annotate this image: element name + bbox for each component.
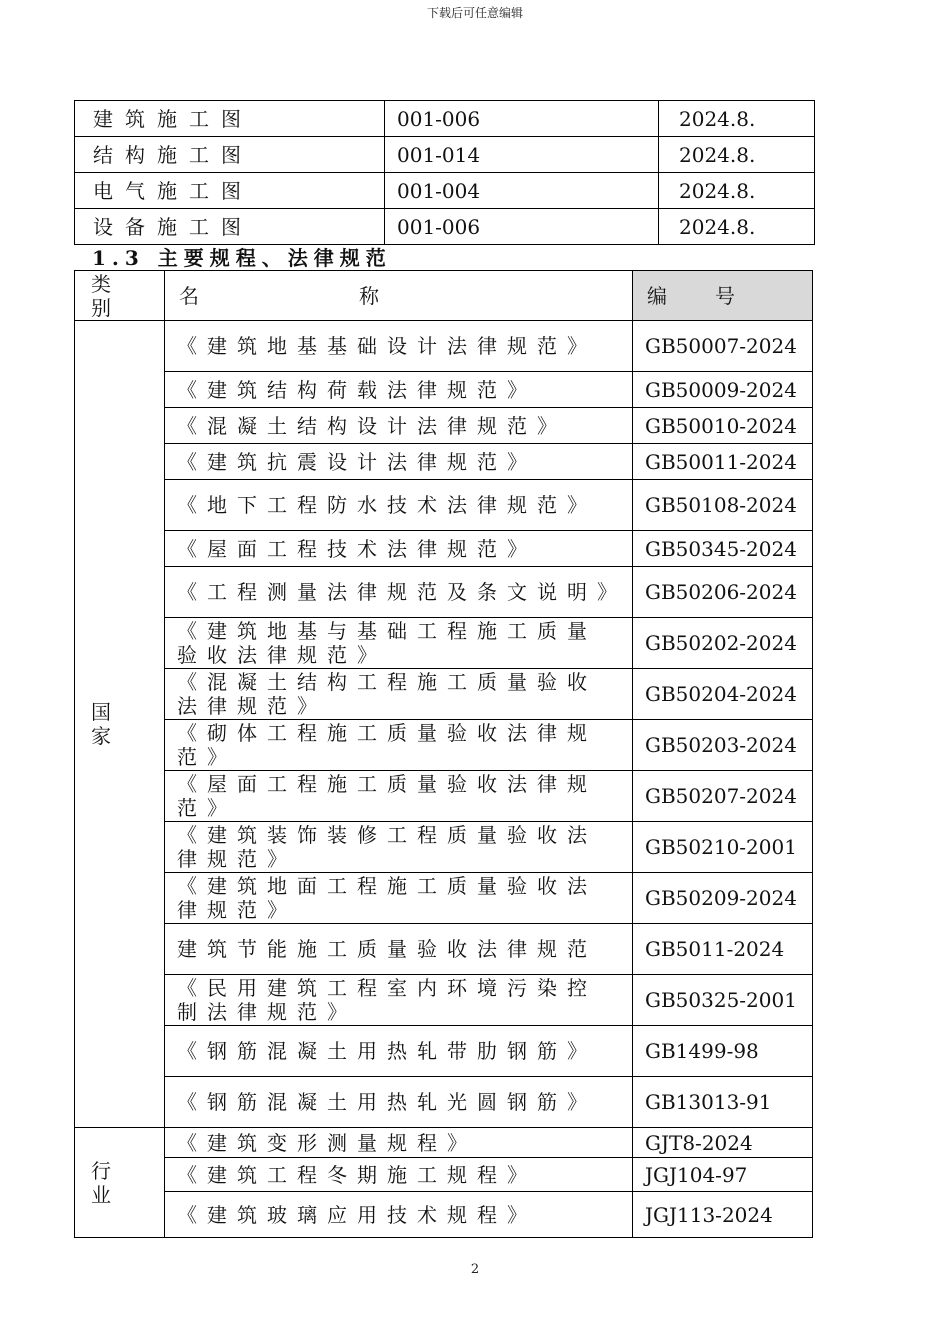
standard-name: 《屋面工程技术法律规范》 bbox=[165, 531, 633, 567]
standard-row bbox=[75, 975, 813, 1026]
drawing-date: 2024.8. bbox=[659, 137, 815, 173]
standard-row bbox=[75, 771, 813, 822]
drawing-range: 001-006 bbox=[385, 209, 659, 245]
standard-name: 《工程测量法律规范及条文说明》 bbox=[165, 567, 633, 618]
standard-code: GB1499-98 bbox=[633, 1026, 813, 1077]
drawing-name: 结构施工图 bbox=[75, 137, 385, 173]
standard-name: 《建筑地基与基础工程施工质量验收法律规范》 bbox=[165, 618, 633, 669]
standard-code: JGJ104-97 bbox=[633, 1158, 813, 1192]
standard-row bbox=[75, 873, 813, 924]
standard-code: GB50206-2024 bbox=[633, 567, 813, 618]
standard-row bbox=[75, 444, 813, 480]
standard-row bbox=[75, 1158, 813, 1192]
standard-code: GB50108-2024 bbox=[633, 480, 813, 531]
drawing-range: 001-014 bbox=[385, 137, 659, 173]
standard-name: 《民用建筑工程室内环境污染控制法律规范》 bbox=[165, 975, 633, 1026]
standard-code: GB5011-2024 bbox=[633, 924, 813, 975]
standard-row bbox=[75, 1026, 813, 1077]
standard-row bbox=[75, 1192, 813, 1238]
drawing-name: 设备施工图 bbox=[75, 209, 385, 245]
standard-code: GB50210-2001 bbox=[633, 822, 813, 873]
standard-row bbox=[75, 567, 813, 618]
standard-row bbox=[75, 1128, 813, 1158]
standard-name: 建筑节能施工质量验收法律规范 bbox=[165, 924, 633, 975]
standard-row bbox=[75, 924, 813, 975]
standard-code: GB50011-2024 bbox=[633, 444, 813, 480]
standard-name: 《建筑装饰装修工程质量验收法律规范》 bbox=[165, 822, 633, 873]
page-number: 2 bbox=[470, 1262, 480, 1277]
section-title: 1.3 主要规程、法律规范 bbox=[92, 246, 392, 270]
standard-row bbox=[75, 822, 813, 873]
standard-code: GB50345-2024 bbox=[633, 531, 813, 567]
standard-code: GB50009-2024 bbox=[633, 372, 813, 408]
standard-code: GB50010-2024 bbox=[633, 408, 813, 444]
standard-code: GB50203-2024 bbox=[633, 720, 813, 771]
drawing-row bbox=[75, 209, 815, 245]
standard-name: 《建筑变形测量规程》 bbox=[165, 1128, 633, 1158]
standard-row bbox=[75, 720, 813, 771]
drawing-range: 001-006 bbox=[385, 101, 659, 137]
drawing-name: 建筑施工图 bbox=[75, 101, 385, 137]
standards-header-row bbox=[75, 271, 813, 321]
standard-row bbox=[75, 321, 813, 372]
page-header-note: 下载后可任意编辑 bbox=[426, 6, 523, 20]
standard-code: GB13013-91 bbox=[633, 1077, 813, 1128]
standard-code: GB50202-2024 bbox=[633, 618, 813, 669]
standard-name: 《建筑抗震设计法律规范》 bbox=[165, 444, 633, 480]
category-national: 国家 bbox=[75, 321, 165, 1128]
standard-row bbox=[75, 669, 813, 720]
drawing-date: 2024.8. bbox=[659, 209, 815, 245]
standard-row bbox=[75, 1077, 813, 1128]
standard-row bbox=[75, 618, 813, 669]
header-code: 编 号 bbox=[633, 271, 813, 321]
standard-name: 《混凝土结构设计法律规范》 bbox=[165, 408, 633, 444]
drawing-row bbox=[75, 173, 815, 209]
standard-name: 《屋面工程施工质量验收法律规范》 bbox=[165, 771, 633, 822]
drawing-name: 电气施工图 bbox=[75, 173, 385, 209]
header-category: 类别 bbox=[75, 271, 165, 321]
standard-name: 《钢筋混凝土用热轧光圆钢筋》 bbox=[165, 1077, 633, 1128]
standards-table bbox=[74, 270, 813, 1238]
standard-code: JGJ113-2024 bbox=[633, 1192, 813, 1238]
standard-name: 《建筑玻璃应用技术规程》 bbox=[165, 1192, 633, 1238]
header-name: 名 称 bbox=[165, 271, 633, 321]
standard-name: 《建筑结构荷载法律规范》 bbox=[165, 372, 633, 408]
drawing-row bbox=[75, 137, 815, 173]
drawing-row bbox=[75, 101, 815, 137]
standard-name: 《建筑地基基础设计法律规范》 bbox=[165, 321, 633, 372]
standard-name: 《地下工程防水技术法律规范》 bbox=[165, 480, 633, 531]
standard-code: GB50209-2024 bbox=[633, 873, 813, 924]
standard-code: GB50325-2001 bbox=[633, 975, 813, 1026]
drawing-date: 2024.8. bbox=[659, 173, 815, 209]
drawings-table bbox=[74, 100, 815, 245]
standard-row bbox=[75, 531, 813, 567]
standard-code: GB50007-2024 bbox=[633, 321, 813, 372]
standard-code: GJT8-2024 bbox=[633, 1128, 813, 1158]
standard-name: 《建筑地面工程施工质量验收法律规范》 bbox=[165, 873, 633, 924]
standard-row bbox=[75, 408, 813, 444]
standard-row bbox=[75, 372, 813, 408]
standard-name: 《钢筋混凝土用热轧带肋钢筋》 bbox=[165, 1026, 633, 1077]
standard-name: 《建筑工程冬期施工规程》 bbox=[165, 1158, 633, 1192]
drawing-date: 2024.8. bbox=[659, 101, 815, 137]
standard-name: 《砌体工程施工质量验收法律规范》 bbox=[165, 720, 633, 771]
drawing-range: 001-004 bbox=[385, 173, 659, 209]
category-industry: 行业 bbox=[75, 1128, 165, 1238]
standard-code: GB50207-2024 bbox=[633, 771, 813, 822]
standard-name: 《混凝土结构工程施工质量验收法律规范》 bbox=[165, 669, 633, 720]
standard-row bbox=[75, 480, 813, 531]
standard-code: GB50204-2024 bbox=[633, 669, 813, 720]
